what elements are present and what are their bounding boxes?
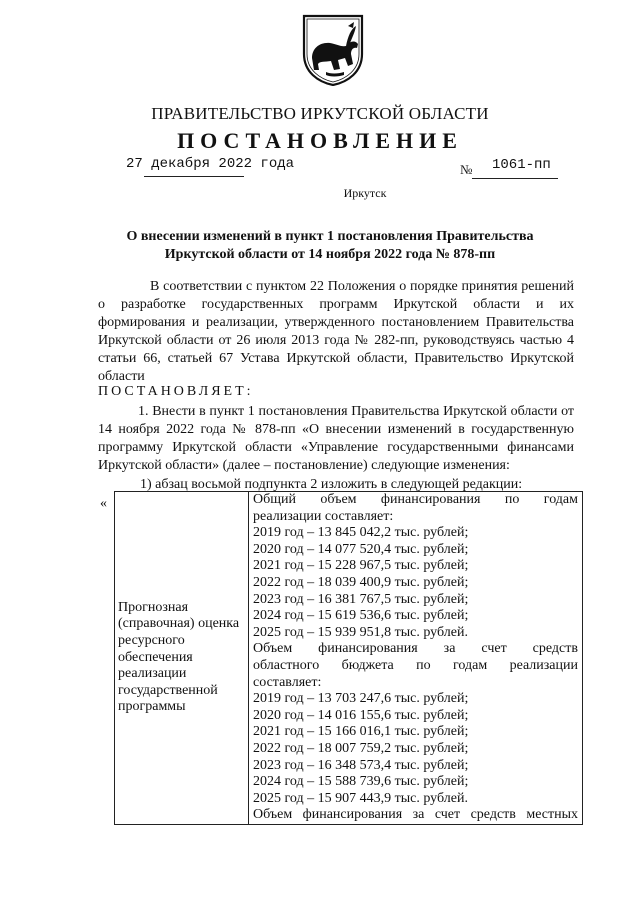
total-row: 2022 год – 18 039 400,9 тыс. рублей; xyxy=(253,574,469,590)
regional-row: 2019 год – 13 703 247,6 тыс. рублей; xyxy=(253,691,469,707)
date-underline xyxy=(144,176,244,177)
regional-row: 2021 год – 15 166 016,1 тыс. рублей; xyxy=(253,724,469,740)
total-row: 2019 год – 13 845 042,2 тыс. рублей; xyxy=(253,525,469,541)
city-name: Иркутск xyxy=(343,186,387,200)
total-row: 2021 год – 15 228 967,5 тыс. рублей; xyxy=(253,558,469,574)
coat-of-arms-icon xyxy=(298,14,368,86)
number-sign: № xyxy=(460,162,473,177)
number-underline xyxy=(472,178,558,179)
regional-row: 2020 год – 14 016 155,6 тыс. рублей; xyxy=(253,707,469,723)
regional-row: 2023 год – 16 348 573,4 тыс. рублей; xyxy=(253,757,469,773)
regional-intro-line-2: областного бюджета по годам реализации xyxy=(253,657,578,673)
preamble-paragraph: В соответствии с пунктом 22 Положения о порядке принятия решений о разработке государственных программ Иркутской области и их формирования и реализации, утвержденного постановлением Правительства Иркутской области от 26 июля 2013 года № 282-пп, руководствуясь частью 4 статьи 66, статьей 67 Устава Иркутской области, Правительство Иркутской области xyxy=(98,279,574,384)
regional-intro-line-1: Объем финансирования за счет средств xyxy=(253,641,578,657)
government-name: ПРАВИТЕЛЬСТВО ИРКУТСКОЙ ОБЛАСТИ xyxy=(151,104,489,123)
total-intro-line-1: Общий объем финансирования по годам xyxy=(253,492,578,507)
program-funding-table xyxy=(114,491,583,825)
total-row: 2020 год – 14 077 520,4 тыс. рублей; xyxy=(253,541,469,557)
opening-quote: « xyxy=(100,496,107,511)
regional-row: 2022 год – 18 007 759,2 тыс. рублей; xyxy=(253,740,469,756)
document-heading: О внесении изменений в пункт 1 постановления Правительства Иркутской области от 14 ноября 2022 года № 878-пп xyxy=(126,229,534,262)
funding-label-cell xyxy=(115,492,249,825)
total-intro-line-2: реализации составляет: xyxy=(253,508,394,524)
regional-row: 2025 год – 15 907 443,9 тыс. рублей. xyxy=(253,790,468,806)
funding-details-cell xyxy=(249,492,583,825)
resolves-label: ПОСТАНОВЛЯЕТ: xyxy=(98,384,254,399)
regional-intro-line-3: составляет: xyxy=(253,674,322,690)
document-date: 27 декабря 2022 года xyxy=(126,156,295,172)
total-row: 2023 год – 16 381 767,5 тыс. рублей; xyxy=(253,591,469,607)
regional-row: 2024 год – 15 588 739,6 тыс. рублей; xyxy=(253,774,469,790)
item-1-paragraph: 1. Внести в пункт 1 постановления Правительства Иркутской области от 14 ноября 2022 года № 878-пп «О внесении изменений в государственную программу Иркутской области «Управление государственными финансами Иркутской области» (далее – постановление) следующие изменения: xyxy=(98,404,574,473)
document-type-title: ПОСТАНОВЛЕНИЕ xyxy=(177,128,463,153)
total-row: 2024 год – 15 619 536,6 тыс. рублей; xyxy=(253,608,469,624)
document-number: 1061-пп xyxy=(492,157,551,173)
total-row: 2025 год – 15 939 951,8 тыс. рублей. xyxy=(253,624,468,640)
subitem-1-paragraph: 1) абзац восьмой подпункта 2 изложить в следующей редакции: xyxy=(140,477,523,492)
funding-label: Прогнозная (справочная) оценка ресурсного обеспечения реализации государственной программы xyxy=(118,599,240,715)
local-intro-line: Объем финансирования за счет средств местных xyxy=(253,807,578,823)
